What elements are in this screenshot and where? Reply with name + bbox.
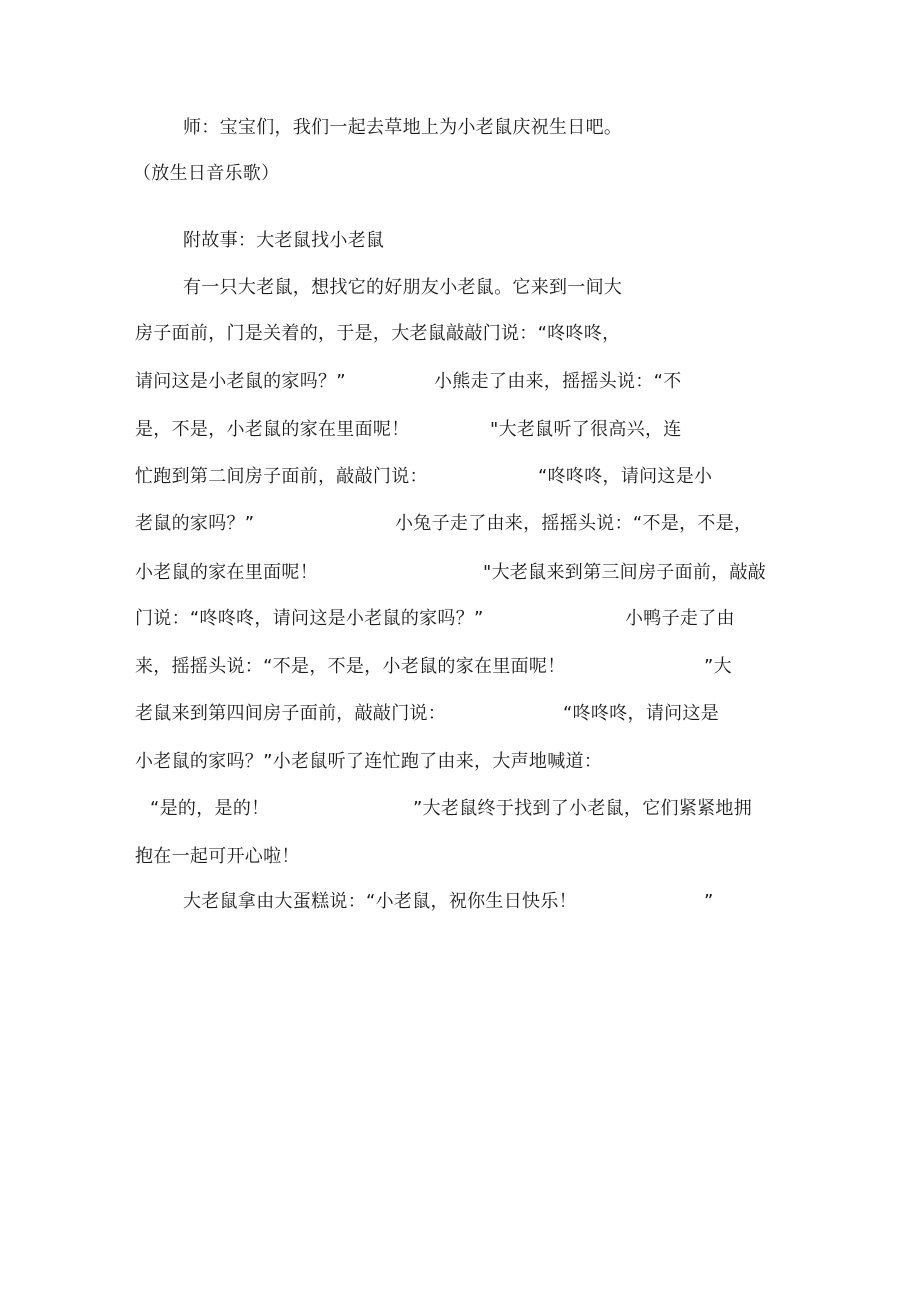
text-line-story-6b: 小兔子走了由来，摇摇头说：“不是，不是， xyxy=(395,513,753,534)
text-line-story-14b: ” xyxy=(704,891,714,912)
text-line-story-12b: ”大老鼠终于找到了小老鼠，它们紧紧地拥 xyxy=(413,798,753,819)
text-line-music-note: （放生日音乐歌） xyxy=(133,163,280,184)
text-line-story-13: 抱在一起可开心啦！ xyxy=(135,846,300,867)
text-line-story-10b: “咚咚咚，请问这是 xyxy=(563,703,720,724)
text-line-story-6a: 老鼠的家吗？” xyxy=(135,513,255,534)
text-line-story-11: 小老鼠的家吗？”小老鼠听了连忙跑了由来，大声地喊道： xyxy=(135,751,603,772)
text-line-story-5b: “咚咚咚，请问这是小 xyxy=(538,466,713,487)
text-line-story-4a: 是，不是，小老鼠的家在里面呢！ xyxy=(135,419,410,440)
text-line-story-3b: 小熊走了由来，摇摇头说：“不 xyxy=(434,371,682,392)
text-line-story-3a: 请问这是小老鼠的家吗？” xyxy=(135,371,346,392)
text-line-story-8b: 小鸭子走了由 xyxy=(625,608,735,629)
text-line-story-12a: “是的，是的！ xyxy=(150,798,270,819)
text-line-story-title: 附故事：大老鼠找小老鼠 xyxy=(183,230,385,251)
text-line-story-5a: 忙跑到第二间房子面前，敲敲门说： xyxy=(135,466,428,487)
text-line-story-14a: 大老鼠拿由大蛋糕说：“小老鼠，祝你生日快乐！ xyxy=(183,891,577,912)
text-line-teacher: 师：宝宝们，我们一起去草地上为小老鼠庆祝生日吧。 xyxy=(183,117,623,138)
text-line-story-2: 房子面前，门是关着的，于是，大老鼠敲敲门说：“咚咚咚， xyxy=(135,323,621,344)
text-line-story-10a: 老鼠来到第四间房子面前，敲敲门说： xyxy=(135,703,447,724)
text-line-story-4b: "大老鼠听了很高兴，连 xyxy=(490,419,682,440)
text-line-story-1: 有一只大老鼠，想找它的好朋友小老鼠。它来到一间大 xyxy=(183,277,623,298)
text-line-story-9b: ”大 xyxy=(704,656,732,677)
text-line-story-9a: 来，摇摇头说：“不是，不是，小老鼠的家在里面呢！ xyxy=(135,656,566,677)
text-line-story-8a: 门说：“咚咚咚，请问这是小老鼠的家吗？” xyxy=(135,608,484,629)
text-line-story-7a: 小老鼠的家在里面呢！ xyxy=(135,562,318,583)
text-line-story-7b: "大老鼠来到第三间房子面前，敲敲 xyxy=(483,562,767,583)
